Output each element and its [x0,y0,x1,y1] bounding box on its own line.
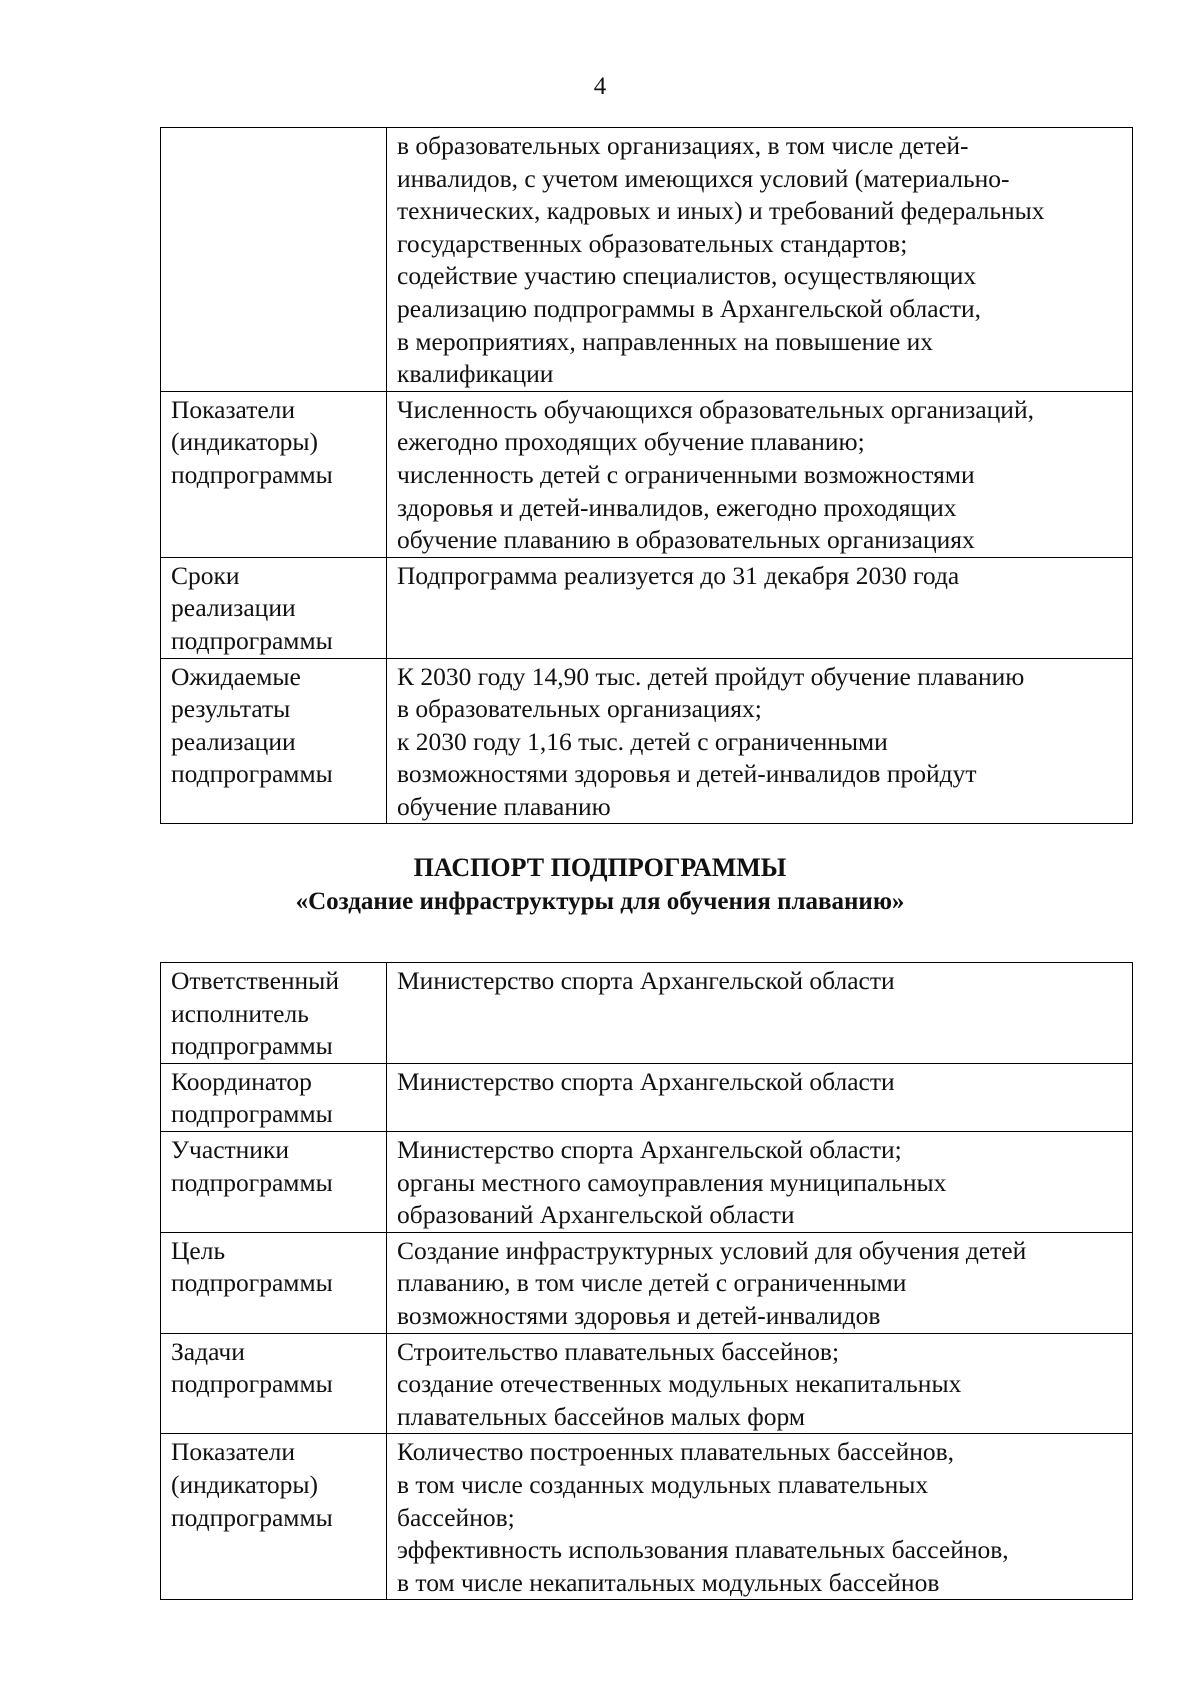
table-row [161,1333,1133,1434]
passport-subtitle: «Создание инфраструктуры для обучения плаванию» [295,888,905,915]
row-label-cell [161,1333,387,1434]
table-row [161,1131,1133,1232]
row-label-line: исполнитель [171,998,309,1028]
row-value-cell [387,128,1133,392]
continuation-table-body [161,128,1133,824]
row-label-line: подпрограммы [171,1167,333,1197]
row-value-cell [387,1063,1133,1131]
table-row [161,1434,1133,1600]
row-value-line: Министерство спорта Архангельской области [397,1066,895,1096]
row-value-line: в мероприятиях, направленных на повышение их [397,326,934,356]
row-label-cell [161,1434,387,1600]
row-label-line: Цель [171,1235,226,1265]
row-label-line: подпрограммы [171,1369,333,1399]
row-value-line: плаванию, в том числе детей с ограниченными [397,1268,907,1298]
row-value-cell [387,557,1133,658]
row-label-line: подпрограммы [171,459,333,489]
row-label-line: Задачи [171,1336,245,1366]
row-label-line: Показатели [171,1437,296,1467]
row-value-line: К 2030 году 14,90 тыс. детей пройдут обучение плаванию [397,661,1025,691]
row-value-line: численность детей с ограниченными возможностями [397,459,975,489]
row-value-line: содействие участию специалистов, осуществляющих [397,261,977,291]
row-label-line: (индикаторы) [171,1469,318,1499]
row-value-line: образований Архангельской области [397,1200,795,1230]
row-value-line: Министерство спорта Архангельской области; [397,1134,902,1164]
row-value-cell [387,391,1133,557]
row-value-cell [387,658,1133,824]
row-value-line: Численность обучающихся образовательных организаций, [397,394,1034,424]
row-value-line: квалификации [397,359,554,389]
row-value-cell [387,1333,1133,1434]
row-label-line: результаты [171,694,291,724]
row-label-line: подпрограммы [171,759,333,789]
row-value-line: бассейнов; [397,1502,515,1532]
row-value-cell [387,963,1133,1064]
passport-title: ПАСПОРТ ПОДПРОГРАММЫ [413,853,787,882]
row-label-line: реализации [171,593,296,623]
row-label-cell [161,557,387,658]
row-label-cell [161,391,387,557]
row-label-line: Сроки [171,560,240,590]
row-label-line: подпрограммы [171,1031,333,1061]
row-label-line: подпрограммы [171,1268,333,1298]
row-value-line: органы местного самоуправления муниципальных [397,1167,947,1197]
row-value-line: Создание инфраструктурных условий для обучения детей [397,1235,1027,1265]
row-value-cell [387,1131,1133,1232]
row-value-line: создание отечественных модульных некапитальных [397,1369,962,1399]
row-value-line: в том числе некапитальных модульных бассейнов [397,1567,940,1597]
row-label-line: Участники [171,1134,289,1164]
table-row [161,557,1133,658]
row-value-line: ежегодно проходящих обучение плаванию; [397,427,865,457]
row-label-line: подпрограммы [171,1502,333,1532]
table-row [161,391,1133,557]
row-value-line: обучение плаванию [397,791,611,821]
row-value-cell [387,1434,1133,1600]
row-label-line: Координатор [171,1066,312,1096]
passport-table-body [161,963,1133,1600]
row-label-line: (индикаторы) [171,427,318,457]
table-row [161,1232,1133,1333]
row-value-line: эффективность использования плавательных бассейнов, [397,1535,1009,1565]
row-label-cell [161,1063,387,1131]
row-label-line: реализации [171,726,296,756]
row-value-line: в образовательных организациях, в том числе детей- [397,131,969,160]
table-row [161,1063,1133,1131]
row-label-cell [161,963,387,1064]
row-value-line: реализацию подпрограммы в Архангельской области, [397,293,982,323]
row-value-line: возможностями здоровья и детей-инвалидов пройдут [397,759,977,789]
row-value-line: инвалидов, с учетом имеющихся условий (материально- [397,163,1010,193]
row-label-line: Ожидаемые [171,661,301,691]
row-value-cell [387,1232,1133,1333]
continuation-table [160,127,1133,824]
passport-table [160,962,1133,1600]
row-value-line: государственных образовательных стандартов; [397,228,908,258]
table-row [161,963,1133,1064]
row-label-cell [161,1232,387,1333]
row-label-cell [161,128,387,392]
row-value-line: Количество построенных плавательных бассейнов, [397,1437,955,1467]
row-value-line: Строительство плавательных бассейнов; [397,1336,840,1366]
row-label-line: подпрограммы [171,625,333,655]
row-value-line: здоровья и детей-инвалидов, ежегодно проходящих [397,492,957,522]
row-value-line: обучение плаванию в образовательных организациях [397,525,975,555]
row-value-line: плавательных бассейнов малых форм [397,1401,806,1431]
row-value-line: Министерство спорта Архангельской области [397,966,895,995]
row-value-line: Подпрограмма реализуется до 31 декабря 2030 года [397,560,960,590]
row-value-line: в образовательных организациях; [397,694,762,724]
page-number: 4 [593,73,607,100]
row-label-line: Ответственный [171,966,339,995]
table-row [161,658,1133,824]
row-value-line: возможностями здоровья и детей-инвалидов [397,1300,881,1330]
row-label-line: подпрограммы [171,1099,333,1129]
row-value-line: к 2030 году 1,16 тыс. детей с ограниченными [397,726,888,756]
row-value-line: в том числе созданных модульных плавательных [397,1469,929,1499]
row-label-cell [161,1131,387,1232]
row-value-line: технических, кадровых и иных) и требований федеральных [397,196,1045,226]
row-label-line: Показатели [171,394,296,424]
row-label-cell [161,658,387,824]
table-row [161,128,1133,392]
